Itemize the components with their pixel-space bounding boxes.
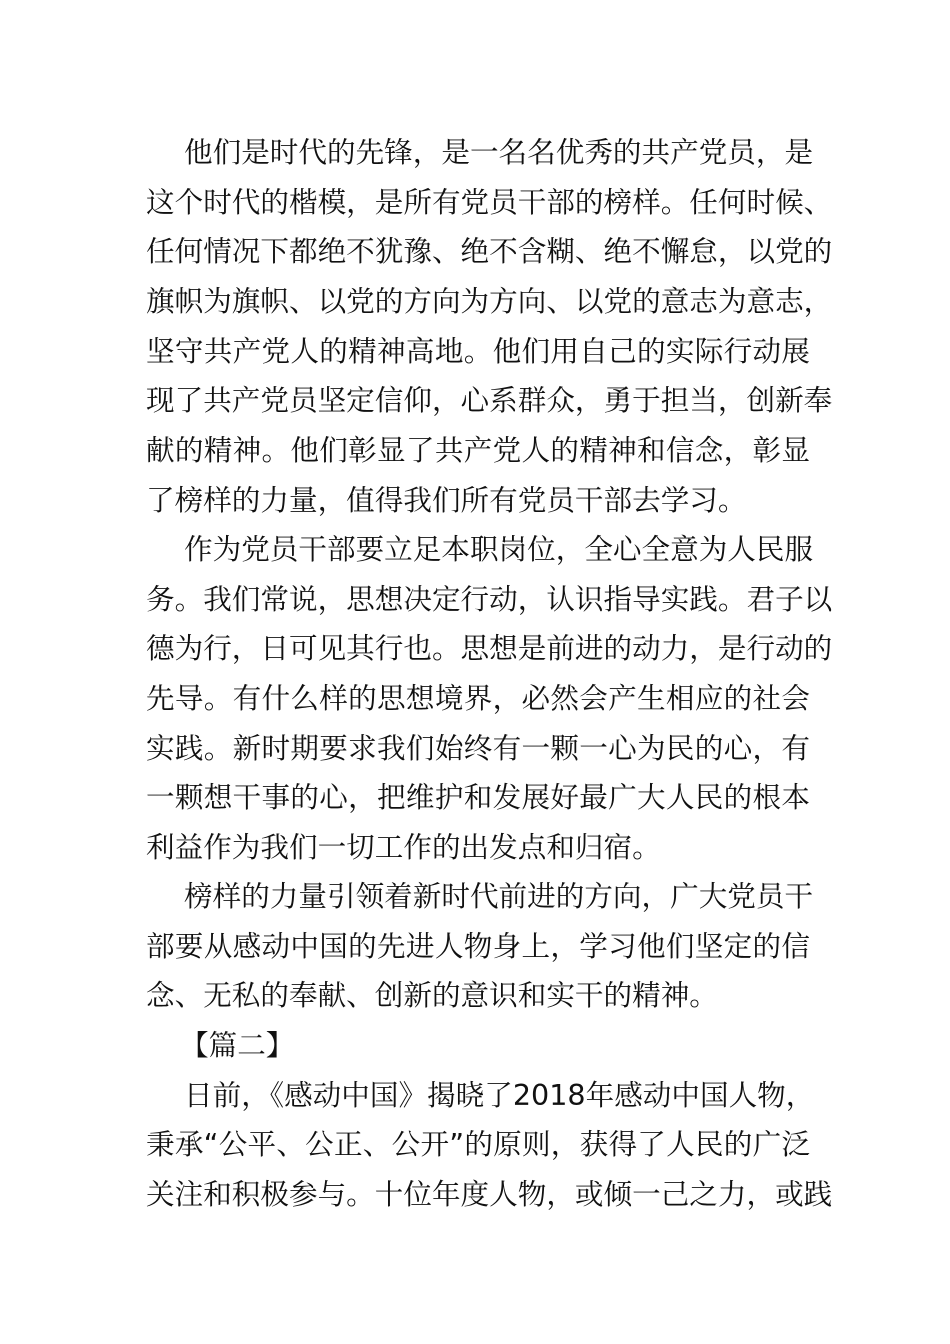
text-line: 部要从感动中国的先进人物身上，学习他们坚定的信 <box>146 929 810 963</box>
text-line: 先导。有什么样的思想境界，必然会产生相应的社会 <box>146 681 810 715</box>
text-line: 旗帜为旗帜、以党的方向为方向、以党的意志为意志， <box>146 284 833 318</box>
text-line: 坚守共产党人的精神高地。他们用自己的实际行动展 <box>146 334 810 368</box>
text-line: 了榜样的力量，值得我们所有党员干部去学习。 <box>146 483 747 517</box>
text-line: 作为党员干部要立足本职岗位，全心全意为人民服 <box>184 532 814 566</box>
text-line: 日前，《感动中国》揭晓了2018年感动中国人物， <box>184 1078 815 1112</box>
text-line: 任何情况下都绝不犹豫、绝不含糊、绝不懈怠，以党的 <box>146 234 833 268</box>
text-line: 务。我们常说，思想决定行动，认识指导实践。君子以 <box>146 582 833 616</box>
text-line: 关注和积极参与。十位年度人物，或倾一己之力，或践 <box>146 1177 833 1211</box>
text-line: 他们是时代的先锋，是一名名优秀的共产党员，是 <box>184 135 814 169</box>
text-line: 榜样的力量引领着新时代前进的方向，广大党员干 <box>184 879 814 913</box>
text-line: 实践。新时期要求我们始终有一颗一心为民的心，有 <box>146 731 810 765</box>
text-line: 这个时代的楷模，是所有党员干部的榜样。任何时候、 <box>146 185 833 219</box>
text-line: 献的精神。他们彰显了共产党人的精神和信念，彰显 <box>146 433 810 467</box>
section-heading-text: 【篇二】 <box>180 1028 295 1062</box>
text-line: 一颗想干事的心，把维护和发展好最广大人民的根本 <box>146 780 810 814</box>
text-line: 现了共产党员坚定信仰，心系群众，勇于担当，创新奉 <box>146 383 833 417</box>
text-line: 利益作为我们一切工作的出发点和归宿。 <box>146 830 661 864</box>
text-line: 秉承“公平、公正、公开”的原则，获得了人民的广泛 <box>146 1127 810 1161</box>
text-line: 念、无私的奉献、创新的意识和实干的精神。 <box>146 978 718 1012</box>
text-line: 德为行，日可见其行也。思想是前进的动力，是行动的 <box>146 631 833 665</box>
